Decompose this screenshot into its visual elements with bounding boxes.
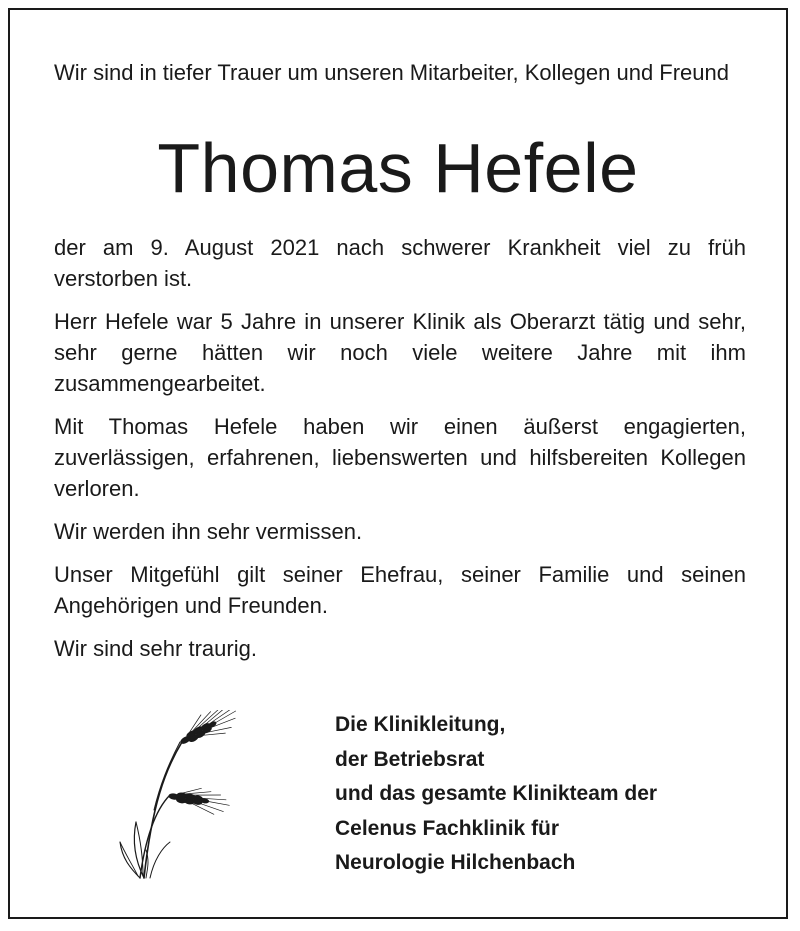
- signature-line: und das gesamte Klinikteam der: [335, 782, 658, 805]
- body-paragraph: Wir sind sehr traurig.: [54, 636, 257, 661]
- obituary-body: [54, 232, 746, 676]
- signature-line: Die Klinikleitung,: [335, 713, 506, 736]
- body-paragraph: der am 9. August 2021 nach schwerer Krankheit viel zu früh verstorben ist.: [54, 235, 746, 291]
- deceased-name: Thomas Hefele: [157, 129, 639, 207]
- signature-line: Celenus Fachklinik für: [335, 816, 560, 840]
- body-paragraph: Mit Thomas Hefele haben wir einen äußerst engagierten, zuverlässigen, erfahrenen, liebenswerten und hilfsbereiten Kollegen verloren.: [54, 414, 746, 501]
- signature-line: Neurologie Hilchenbach: [335, 851, 576, 874]
- body-paragraph: Herr Hefele war 5 Jahre in unserer Klinik als Oberarzt tätig und sehr, sehr gerne hätten wir noch viele weitere Jahre mit ihm zusammengearbeitet.: [54, 309, 746, 396]
- signature-line: der Betriebsrat: [335, 747, 485, 771]
- intro-text: Wir sind in tiefer Trauer um unseren Mitarbeiter, Kollegen und Freund: [54, 60, 729, 85]
- body-paragraph: Wir werden ihn sehr vermissen.: [54, 519, 363, 544]
- body-paragraph: Unser Mitgefühl gilt seiner Ehefrau, seiner Familie und seinen Angehörigen und Freunden.: [54, 562, 746, 618]
- signature-block: [335, 708, 657, 881]
- obituary-notice: [8, 8, 788, 919]
- wheat-ears-icon: [110, 710, 240, 880]
